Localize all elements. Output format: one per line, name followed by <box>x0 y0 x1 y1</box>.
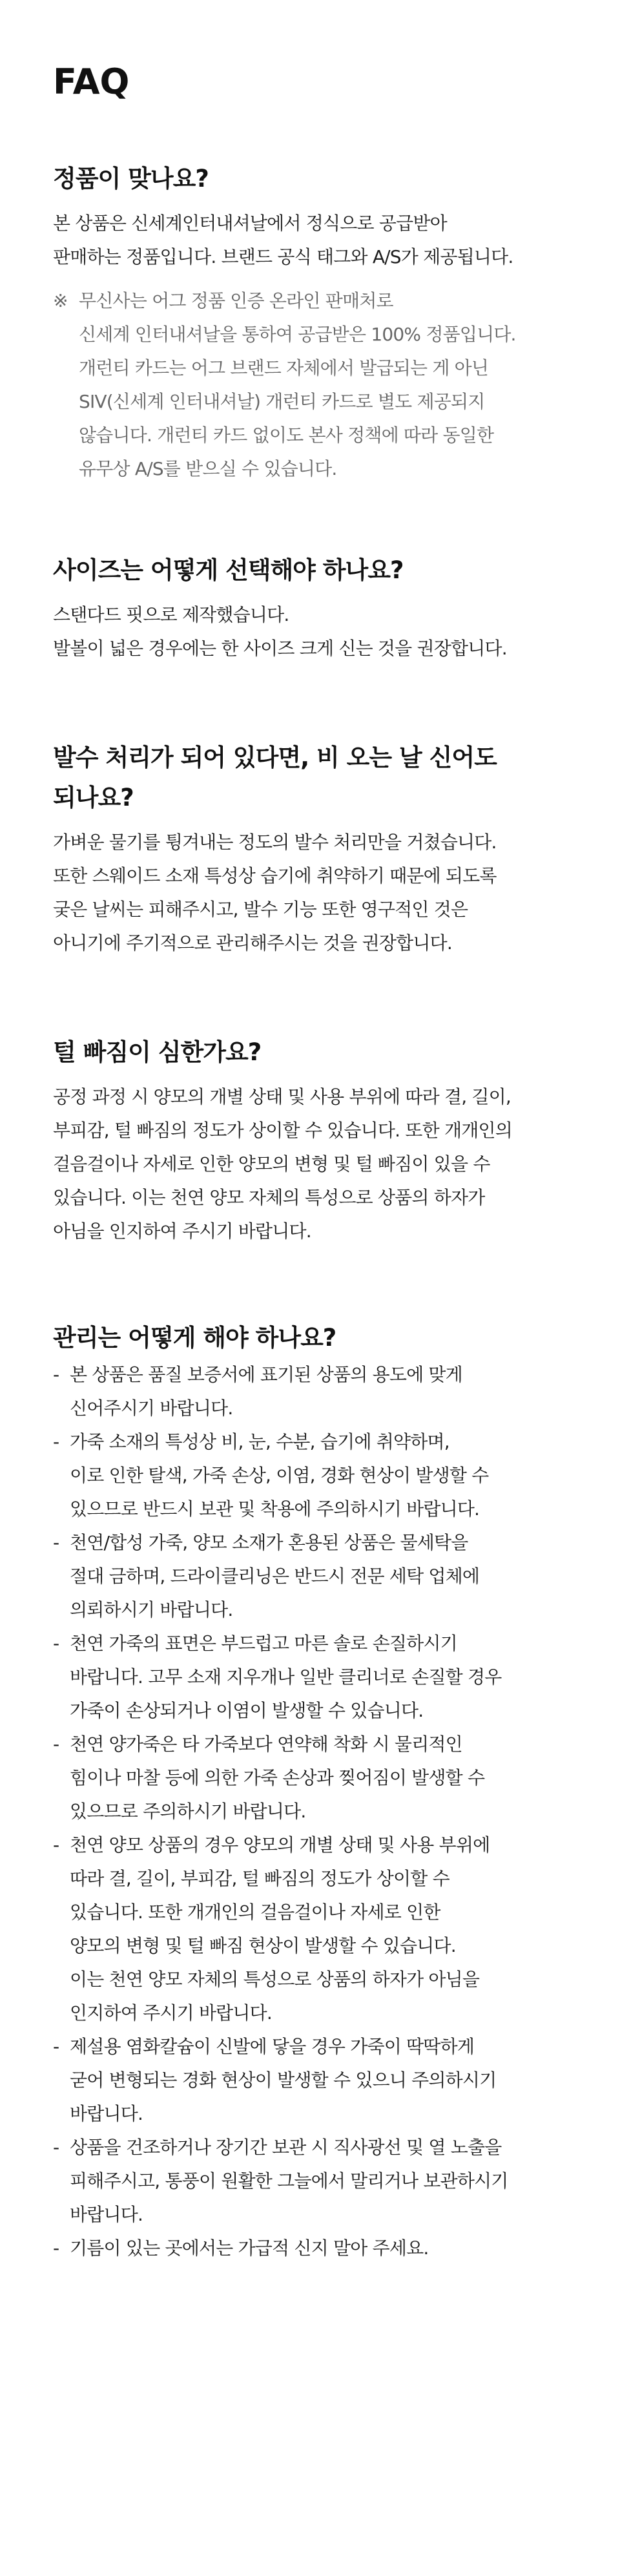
dash-icon: - <box>53 2137 59 2158</box>
dash-icon: - <box>53 2237 59 2259</box>
faq-question: 관리는 어떻게 해야 하나요? <box>53 1324 336 1352</box>
list-item <box>53 1358 567 1425</box>
answer-line: 아님을 인지하여 주시기 바랍니다. <box>53 1220 311 1242</box>
faq-item-authenticity <box>53 159 567 486</box>
bullet-line: 있으므로 반드시 보관 및 착용에 주의하시기 바랍니다. <box>70 1498 480 1520</box>
faq-question: 정품이 맞나요? <box>53 165 209 193</box>
note-line: 않습니다. 개런티 카드 없이도 본사 정책에 따라 동일한 <box>79 424 494 446</box>
answer-line: 부피감, 털 빠짐의 정도가 상이할 수 있습니다. 또한 개개인의 <box>53 1120 512 1141</box>
bullet-line: 천연 가죽의 표면은 부드럽고 마른 솔로 손질하시기 <box>70 1633 457 1654</box>
bullet-line: 천연 양가죽은 타 가죽보다 연약해 착화 시 물리적인 <box>70 1733 462 1755</box>
bullet-line: 굳어 변형되는 경화 현상이 발생할 수 있으니 주의하시기 <box>70 2069 497 2091</box>
bullet-line: 바랍니다. <box>70 2103 143 2124</box>
bullet-line: 기름이 있는 곳에서는 가급적 신지 말아 주세요. <box>70 2237 429 2259</box>
bullet-line: 피해주시고, 통풍이 원활한 그늘에서 말리거나 보관하시기 <box>70 2170 508 2192</box>
faq-question <box>53 738 567 818</box>
note-line: 신세계 인터내셔날을 통하여 공급받은 100% 정품입니다. <box>79 324 516 345</box>
faq-answer <box>53 826 567 960</box>
faq-item-sizing <box>53 550 567 665</box>
bullet-line: 제설용 염화칼슘이 신발에 닿을 경우 가죽이 딱딱하게 <box>70 2036 475 2057</box>
bullet-line: 천연/합성 가죽, 양모 소재가 혼용된 상품은 물세탁을 <box>70 1532 468 1553</box>
page-title: FAQ <box>53 61 130 102</box>
note-line: 개런티 카드는 어그 브랜드 자체에서 발급되는 게 아닌 <box>79 357 489 379</box>
faq-list <box>53 159 567 2265</box>
bullet-line: 따라 결, 길이, 부피감, 털 빠짐의 정도가 상이할 수 <box>70 1868 450 1889</box>
answer-line: 판매하는 정품입니다. 브랜드 공식 태그와 A/S가 제공됩니다. <box>53 246 513 267</box>
bullet-line: 본 상품은 품질 보증서에 표기된 상품의 용도에 맞게 <box>70 1364 462 1385</box>
question-line: 되나요? <box>53 784 134 812</box>
faq-question: 사이즈는 어떻게 선택해야 하나요? <box>53 556 404 584</box>
bullet-line: 바랍니다. <box>70 2204 143 2225</box>
dash-icon: - <box>53 1431 59 1452</box>
answer-line: 걸음걸이나 자세로 인한 양모의 변형 및 털 빠짐이 있을 수 <box>53 1153 490 1175</box>
bullet-line: 천연 양모 상품의 경우 양모의 개별 상태 및 사용 부위에 <box>70 1834 490 1856</box>
dash-icon: - <box>53 1364 59 1385</box>
faq-question: 털 빠짐이 심한가요? <box>53 1038 262 1066</box>
authenticity-note <box>53 284 567 486</box>
bullet-line: 의뢰하시기 바랍니다. <box>70 1599 233 1620</box>
dash-icon: - <box>53 2036 59 2057</box>
dash-icon: - <box>53 1532 59 1553</box>
faq-item-shedding <box>53 1032 567 1248</box>
answer-line: 또한 스웨이드 소재 특성상 습기에 취약하기 때문에 되도록 <box>53 865 497 886</box>
answer-line: 본 상품은 신세계인터내셔날에서 정식으로 공급받아 <box>53 213 447 234</box>
bullet-line: 양모의 변형 및 털 빠짐 현상이 발생할 수 있습니다. <box>70 1935 456 1956</box>
answer-line: 공정 과정 시 양모의 개별 상태 및 사용 부위에 따라 결, 길이, <box>53 1086 512 1107</box>
answer-line: 발볼이 넓은 경우에는 한 사이즈 크게 신는 것을 권장합니다. <box>53 638 507 659</box>
note-line: SIV(신세계 인터내셔날) 개런티 카드로 별도 제공되지 <box>79 391 485 412</box>
faq-answer <box>53 207 567 274</box>
answer-line: 궂은 날씨는 피해주시고, 발수 기능 또한 영구적인 것은 <box>53 899 468 920</box>
list-item <box>53 1828 567 2030</box>
list-item <box>53 2030 567 2131</box>
answer-line: 가벼운 물기를 튕겨내는 정도의 발수 처리만을 거쳤습니다. <box>53 832 497 853</box>
list-item <box>53 1627 567 1728</box>
bullet-line: 가죽이 손상되거나 이염이 발생할 수 있습니다. <box>70 1700 424 1721</box>
answer-line: 있습니다. 이는 천연 양모 자체의 특성으로 상품의 하자가 <box>53 1187 485 1208</box>
faq-item-care <box>53 1318 567 2265</box>
dash-icon: - <box>53 1733 59 1755</box>
faq-answer <box>53 1080 567 1248</box>
bullet-line: 인지하여 주시기 바랍니다. <box>70 2002 273 2024</box>
reference-mark-icon: ※ <box>53 290 68 311</box>
list-item <box>53 1526 567 1627</box>
bullet-line: 가죽 소재의 특성상 비, 눈, 수분, 습기에 취약하며, <box>70 1431 450 1452</box>
care-bullet-list <box>53 1358 567 2265</box>
list-item <box>53 2232 567 2265</box>
bullet-line: 있으므로 주의하시기 바랍니다. <box>70 1801 306 1822</box>
bullet-line: 힘이나 마찰 등에 의한 가죽 손상과 찢어짐이 발생할 수 <box>70 1767 485 1788</box>
bullet-line: 절대 금하며, 드라이클리닝은 반드시 전문 세탁 업체에 <box>70 1565 480 1587</box>
dash-icon: - <box>53 1633 59 1654</box>
bullet-line: 신어주시기 바랍니다. <box>70 1398 233 1419</box>
bullet-line: 이는 천연 양모 자체의 특성으로 상품의 하자가 아님을 <box>70 1969 480 1990</box>
note-line: 유무상 A/S를 받으실 수 있습니다. <box>79 458 337 479</box>
dash-icon: - <box>53 1834 59 1856</box>
faq-item-water-repellent <box>53 738 567 960</box>
note-line: 무신사는 어그 정품 인증 온라인 판매처로 <box>79 290 393 311</box>
bullet-line: 이로 인한 탈색, 가죽 손상, 이염, 경화 현상이 발생할 수 <box>70 1465 489 1486</box>
faq-answer <box>53 598 567 665</box>
bullet-line: 있습니다. 또한 개개인의 걸음걸이나 자세로 인한 <box>70 1901 440 1923</box>
answer-line: 아니기에 주기적으로 관리해주시는 것을 권장합니다. <box>53 932 452 954</box>
list-item <box>53 1728 567 1828</box>
bullet-line: 상품을 건조하거나 장기간 보관 시 직사광선 및 열 노출을 <box>70 2137 502 2158</box>
list-item <box>53 2131 567 2232</box>
answer-line: 스탠다드 핏으로 제작했습니다. <box>53 604 289 625</box>
question-line: 발수 처리가 되어 있다면, 비 오는 날 신어도 <box>53 744 497 771</box>
bullet-line: 바랍니다. 고무 소재 지우개나 일반 클리너로 손질할 경우 <box>70 1666 502 1688</box>
list-item <box>53 1425 567 1526</box>
